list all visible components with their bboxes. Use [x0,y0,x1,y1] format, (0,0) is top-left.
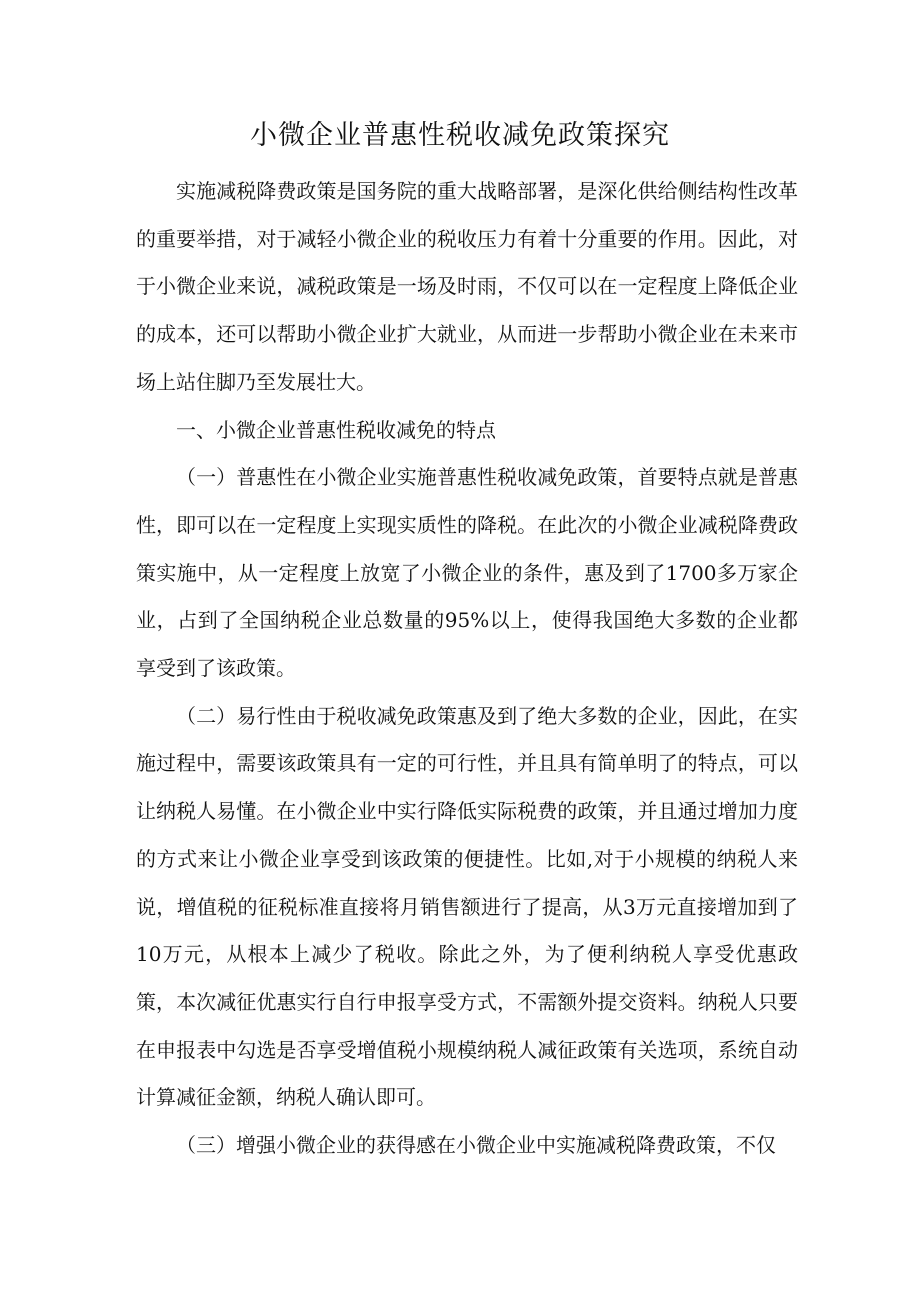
document-body [136,168,798,1170]
paragraph-point-1: （一）普惠性在小微企业实施普惠性税收减免政策，首要特点就是普惠性，即可以在一定程度上实现实质性的降税。在此次的小微企业减税降费政策实施中，从一定程度上放宽了小微企业的条件，惠及到了1700多万家企业，占到了全国纳税企业总数量的95%以上，使得我国绝大多数的企业都享受到了该政策。 [136,465,798,681]
paragraph-point-2: （二）易行性由于税收减免政策惠及到了绝大多数的企业，因此，在实施过程中，需要该政策具有一定的可行性，并且具有简单明了的特点，可以让纳税人易懂。在小微企业中实行降低实际税费的政策，并且通过增加力度的方式来让小微企业享受到该政策的便捷性。比如,对于小规模的纳税人来说，增值税的征税标准直接将月销售额进行了提高，从3万元直接增加到了10万元，从根本上减少了税收。除此之外，为了便利纳税人享受优惠政策，本次减征优惠实行自行申报享受方式，不需额外提交资料。纳税人只要在申报表中勾选是否享受增值税小规模纳税人减征政策有关选项，系统自动计算减征金额，纳税人确认即可。 [136,703,798,1110]
paragraph-point-3: （三）增强小微企业的获得感在小微企业中实施减税降费政策，不仅 [176,1133,776,1158]
paragraph-intro: 实施减税降费政策是国务院的重大战略部署，是深化供给侧结构性改革的重要举措，对于减轻小微企业的税收压力有着十分重要的作用。因此，对于小微企业来说，减税政策是一场及时雨，不仅可以在一定程度上降低企业的成本，还可以帮助小微企业扩大就业，从而进一步帮助小微企业在未来市场上站住脚乃至发展壮大。 [136,179,798,394]
section-heading-1: 一、小微企业普惠性税收减免的特点 [176,417,496,442]
document-title: 小微企业普惠性税收减免政策探究 [250,120,670,151]
